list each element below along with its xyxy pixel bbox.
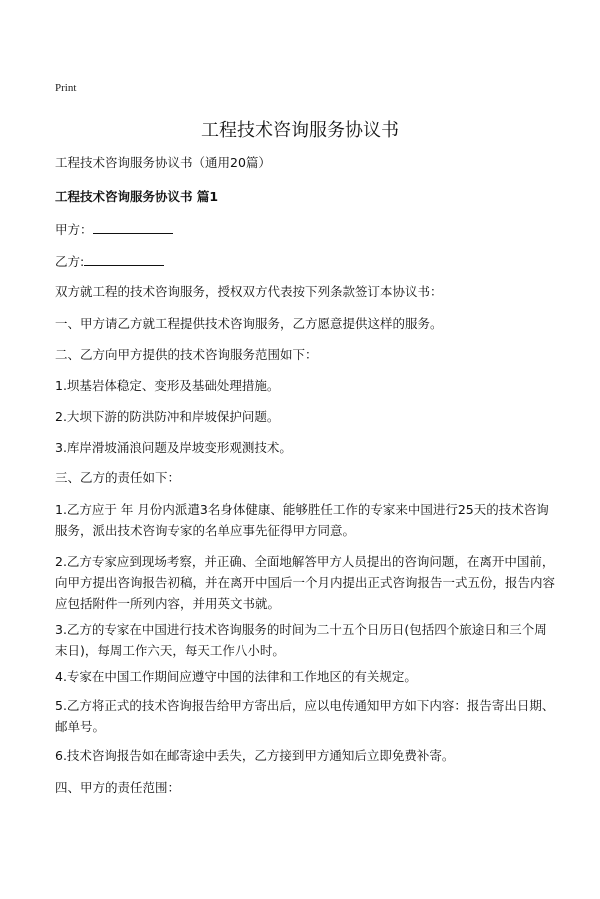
paragraph-item-3-4: 4.专家在中国工作期间应遵守中国的法律和工作地区的有关规定。 <box>55 669 417 684</box>
party-b-label: 乙方: <box>55 254 85 269</box>
party-b-blank <box>84 251 164 266</box>
paragraph-item-4: 四、甲方的责任范围： <box>55 780 181 795</box>
document-title: 工程技术咨询服务协议书 <box>201 120 399 141</box>
paragraph-item-2-3: 3.库岸滑坡涌浪问题及岸坡变形观测技术。 <box>55 440 292 455</box>
paragraph-item-3-3: 3.乙方的专家在中国进行技术咨询服务的时间为二十五个日历日(包括四个旅途日和三个周末日)，每周工作六天，每天工作八小时。 <box>55 622 547 658</box>
paragraph-item-2: 二、乙方向甲方提供的技术咨询服务范围如下： <box>55 347 318 362</box>
paragraph-item-2-1: 1.坝基岩体稳定、变形及基础处理措施。 <box>55 378 280 393</box>
paragraph-item-3: 三、乙方的责任如下： <box>55 470 181 485</box>
paragraph-item-3-2: 2.乙方专家应到现场考察，并正确、全面地解答甲方人员提出的咨询问题，在离开中国前，向甲方提出咨询报告初稿，并在离开中国后一个月内提出正式咨询报告一式五份，报告内容应包括附件一所列内容，并用英文书就。 <box>55 554 556 611</box>
party-a-blank <box>93 219 173 234</box>
paragraph-item-3-6: 6.技术咨询报告如在邮寄途中丢失，乙方接到甲方通知后立即免费补寄。 <box>55 748 455 763</box>
party-a-label: 甲方： <box>55 222 93 237</box>
paragraph-item-3-5: 5.乙方将正式的技术咨询报告给甲方寄出后，应以电传通知甲方如下内容：报告寄出日期、邮单号。 <box>55 698 555 734</box>
paragraph-item-2-2: 2.大坝下游的防洪防冲和岸坡保护问题。 <box>55 409 280 424</box>
document-subtitle: 工程技术咨询服务协议书（通用20篇） <box>55 155 271 170</box>
party-a-line <box>55 219 555 240</box>
paragraph-item-1: 一、甲方请乙方就工程提供技术咨询服务，乙方愿意提供这样的服务。 <box>55 316 443 331</box>
paragraph-intro: 双方就工程的技术咨询服务，授权双方代表按下列条款签订本协议书： <box>55 284 443 299</box>
section-heading: 工程技术咨询服务协议书 篇1 <box>55 189 219 204</box>
party-b-line <box>55 251 555 272</box>
print-label: Print <box>55 82 77 94</box>
paragraph-item-3-1: 1.乙方应于 年 月份内派遣3名身体健康、能够胜任工作的专家来中国进行25天的技术咨询服务，派出技术咨询专家的名单应事先征得甲方同意。 <box>55 502 549 538</box>
